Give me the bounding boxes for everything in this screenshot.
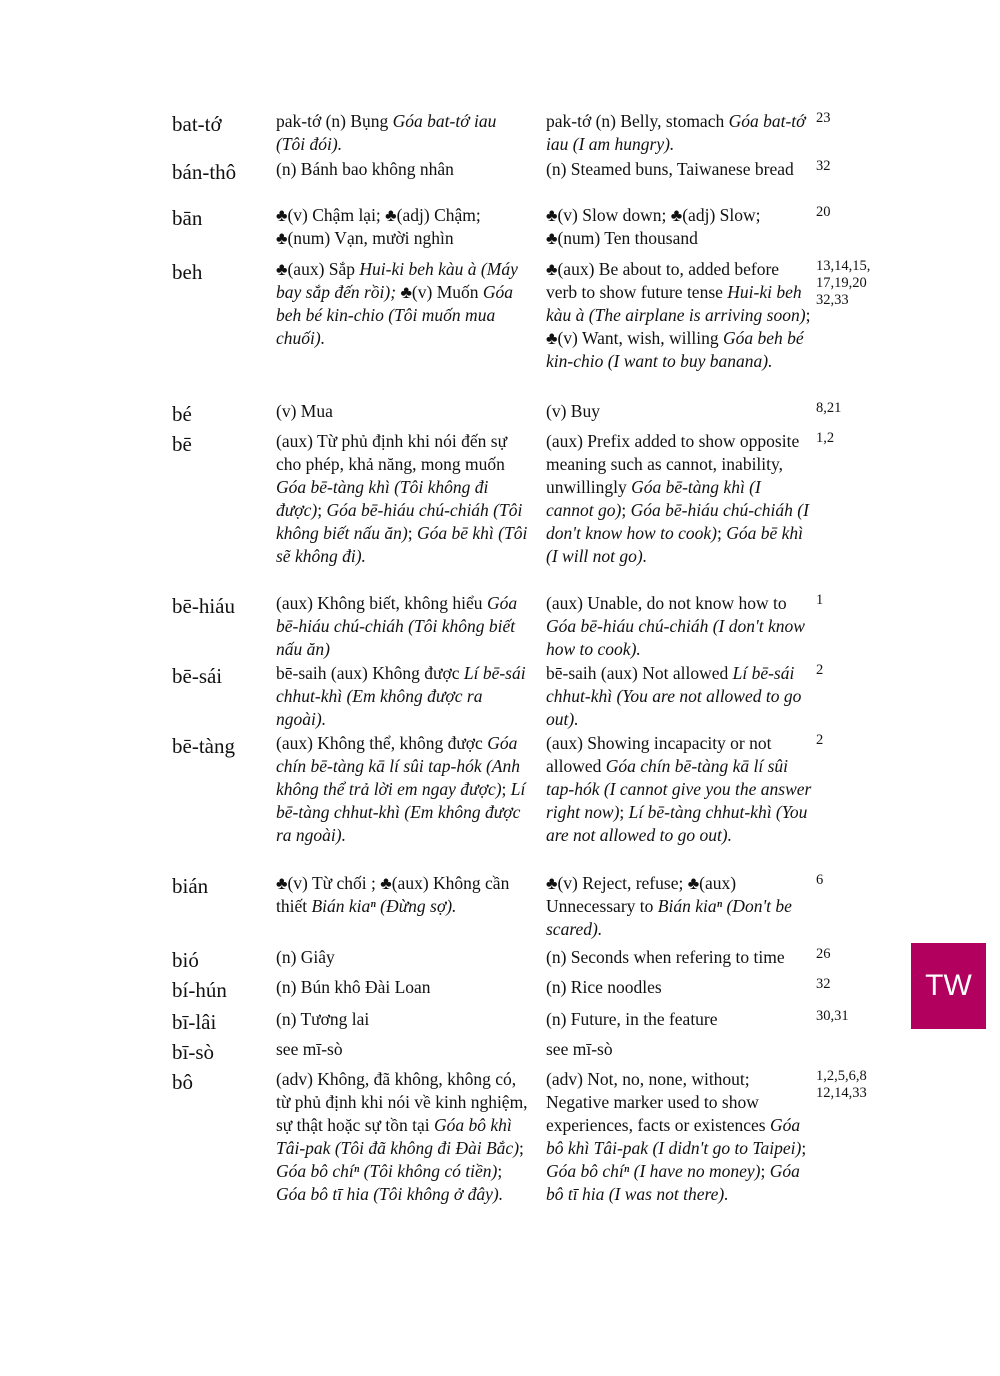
example-text: Góa bē-hiáu chú-chiáh (Tôi không biết nấu ăn) (276, 593, 518, 659)
headword: bió (172, 948, 199, 972)
headword: bān (172, 206, 203, 230)
english-definition (546, 430, 812, 568)
headword: beh (172, 260, 203, 284)
headword: bô (172, 1070, 193, 1094)
lesson-numbers (816, 258, 892, 309)
definition-text: (adv) Không, đã không, không có, từ phủ định khi nói về kinh nghiệm, sự thật hoặc sự tồn tại (276, 1069, 528, 1135)
example-text: Lí bē-tàng chhut-khì (You are not allowed to go out). (546, 802, 808, 845)
definition-text: bē-saih (aux) Not allowed (546, 663, 733, 683)
lesson-number: 26 (816, 946, 831, 962)
vietnamese-definition (276, 1008, 528, 1031)
example-text: Góa bē-hiáu chú-chiáh (Tôi không biết nấu ăn) (276, 500, 523, 543)
lesson-number: 13,14,15, (816, 258, 871, 274)
lesson-numbers (816, 430, 892, 447)
lesson-number: 6 (816, 872, 824, 888)
lesson-numbers (816, 1068, 892, 1102)
lesson-number: 32 (816, 158, 831, 174)
definition-text: ♣(v) Từ chối ; ♣(aux) Không cần thiết (276, 873, 510, 916)
lesson-number: 8,21 (816, 400, 842, 416)
definition-text: (adv) Not, no, none, without; Negative marker used to show experiences, facts or existences (546, 1069, 770, 1135)
lesson-number: 30,31 (816, 1008, 849, 1024)
lesson-numbers (816, 976, 892, 993)
english-definition (546, 976, 812, 999)
lesson-numbers (816, 400, 892, 417)
definition-text: (aux) Từ phủ định khi nói đến sự cho phép, khả năng, mong muốn (276, 431, 508, 474)
example-text: Góa bat-tớ iau (Tôi đói). (276, 111, 497, 154)
example-text: Góa bē-hiáu chú-chiáh (I don't know how to cook) (546, 500, 809, 543)
english-definition (546, 872, 812, 941)
lesson-number: 2 (816, 732, 824, 748)
example-text: Góa bē-hiáu chú-chiáh (I don't know how to cook). (546, 616, 805, 659)
definition-text: (n) Rice noodles (546, 977, 662, 997)
headword: bī-lâi (172, 1010, 217, 1034)
example-text: Góa chín bē-tàng kā lí sûi tap-hók (Anh không thể trả lời em ngay được) (276, 733, 520, 799)
english-definition (546, 732, 812, 847)
lesson-numbers (816, 662, 892, 679)
english-definition (546, 258, 812, 373)
english-definition (546, 1038, 812, 1061)
example-text: Góa bô chíⁿ (Tôi không có tiền) (276, 1161, 498, 1181)
definition-text: ♣(aux) Sắp (276, 259, 360, 279)
example-text: Góa beh bé kin-chio (I want to buy banana). (546, 328, 804, 371)
english-definition (546, 204, 812, 250)
definition-text: see mī-sò (546, 1039, 613, 1059)
example-text: Góa bē khì (Tôi sẽ không đi). (276, 523, 528, 566)
lesson-number: 32,33 (816, 292, 849, 308)
english-definition (546, 110, 812, 156)
example-text: Lí bē-tàng chhut-khì (Em không được ra ngoài). (276, 779, 526, 845)
vietnamese-definition (276, 400, 528, 423)
english-definition (546, 1068, 812, 1206)
definition-text: pak-tớ (n) Belly, stomach (546, 111, 729, 131)
example-text: Góa beh bé kin-chio (Tôi muốn mua chuối). (276, 282, 514, 348)
english-definition (546, 400, 812, 423)
definition-text: (n) Bánh bao không nhân (276, 159, 454, 179)
english-definition (546, 592, 812, 661)
lesson-numbers (816, 1008, 892, 1025)
definition-text: (aux) Không biết, không hiểu (276, 593, 487, 613)
headword: bián (172, 874, 209, 898)
headword: bé (172, 402, 192, 426)
example-text: Góa bē-tàng khì (Tôi không đi được) (276, 477, 489, 520)
definition-text: (n) Steamed buns, Taiwanese bread (546, 159, 794, 179)
definition-text: (aux) Unable, do not know how to (546, 593, 787, 613)
lesson-numbers (816, 872, 892, 889)
example-text: Góa bô tī hia (Tôi không ở đây). (276, 1184, 504, 1204)
example-text: Hui-ki beh kàu à (Máy bay sắp đến rồi); (276, 259, 518, 302)
definition-text: (n) Seconds when refering to time (546, 947, 785, 967)
definition-text: (v) Buy (546, 401, 600, 421)
section-tab-tw: TW (911, 943, 986, 1029)
definition-text: ; (317, 500, 327, 520)
vietnamese-definition (276, 976, 528, 999)
definition-text: ; (619, 802, 629, 822)
vietnamese-definition (276, 872, 528, 918)
lesson-number: 2 (816, 662, 824, 678)
definition-text: (aux) Prefix added to show opposite meaning such as cannot, inability, unwillingly (546, 431, 800, 497)
vietnamese-definition (276, 1038, 528, 1061)
definition-text: ; (760, 1161, 770, 1181)
example-text: Góa bat-tớ iau (I am hungry). (546, 111, 806, 154)
example-text: Góa bē-tàng khì (I cannot go) (546, 477, 761, 520)
definition-text: ♣(aux) Be about to, added before verb to show future tense (546, 259, 780, 302)
lesson-numbers (816, 158, 892, 175)
headword: bē (172, 432, 192, 456)
english-definition (546, 662, 812, 731)
example-text: Góa chín bē-tàng kā lí sûi tap-hók (I cannot give you the answer right now) (546, 756, 812, 822)
definition-text: ♣(v) Reject, refuse; ♣(aux) Unnecessary to (546, 873, 737, 916)
lesson-numbers (816, 110, 892, 127)
example-text: Góa bô chíⁿ (I have no money) (546, 1161, 761, 1181)
lesson-number: 20 (816, 204, 831, 220)
vietnamese-definition (276, 110, 528, 156)
example-text: Góa bē khì (I will not go). (546, 523, 803, 566)
example-text: Hui-ki beh kàu à (The airplane is arriving soon) (546, 282, 806, 325)
definition-text: see mī-sò (276, 1039, 343, 1059)
definition-text: ; (497, 1161, 503, 1181)
definition-text: ; (801, 1138, 807, 1158)
definition-text: ♣(v) Muốn (400, 282, 483, 302)
lesson-numbers (816, 946, 892, 963)
definition-text: pak-tớ (n) Bụng (276, 111, 393, 131)
definition-text: (n) Bún khô Đài Loan (276, 977, 431, 997)
definition-text: ; (501, 779, 511, 799)
example-text: Lí bē-sái chhut-khì (Em không được ra ngoài). (276, 663, 526, 729)
vietnamese-definition (276, 430, 528, 568)
english-definition (546, 1008, 812, 1031)
definition-text: (n) Future, in the feature (546, 1009, 718, 1029)
definition-text: ; (407, 523, 417, 543)
headword: bē-hiáu (172, 594, 235, 618)
vietnamese-definition (276, 158, 528, 181)
definition-text: (n) Giây (276, 947, 335, 967)
lesson-numbers (816, 592, 892, 609)
lesson-numbers (816, 732, 892, 749)
definition-text: (v) Mua (276, 401, 333, 421)
lesson-number: 32 (816, 976, 831, 992)
headword: bī-sò (172, 1040, 214, 1064)
example-text: Góa bô tī hia (I was not there). (546, 1161, 800, 1204)
lesson-number: 17,19,20 (816, 275, 867, 291)
lesson-numbers (816, 204, 892, 221)
example-text: Góa bô khì Tâi-pak (I didn't go to Taipei) (546, 1115, 802, 1158)
definition-text: (aux) Showing incapacity or not allowed (546, 733, 772, 776)
definition-text: ; (716, 523, 727, 543)
english-definition (546, 158, 812, 181)
definition-text: ♣(v) Chậm lại; ♣(adj) Chậm; ♣(num) Vạn, mười nghìn (276, 205, 481, 248)
definition-text: ; (621, 500, 631, 520)
definition-text: (n) Tương lai (276, 1009, 370, 1029)
vietnamese-definition (276, 204, 528, 250)
definition-text: ♣(v) Slow down; ♣(adj) Slow; ♣(num) Ten thousand (546, 205, 761, 248)
definition-text: ; ♣(v) Want, wish, willing (546, 305, 811, 348)
lesson-number: 1,2 (816, 430, 835, 446)
lesson-number: 1 (816, 592, 824, 608)
headword: bí-hún (172, 978, 227, 1002)
english-definition (546, 946, 812, 969)
vietnamese-definition (276, 946, 528, 969)
lesson-number: 1,2,5,6,8 (816, 1068, 867, 1084)
example-text: Lí bē-sái chhut-khì (You are not allowed to go out). (546, 663, 802, 729)
lesson-number: 12,14,33 (816, 1085, 867, 1101)
vietnamese-definition (276, 592, 528, 661)
headword: bat-tớ (172, 112, 222, 136)
definition-text: bē-saih (aux) Không được (276, 663, 464, 683)
vietnamese-definition (276, 1068, 528, 1206)
definition-text: (aux) Không thể, không được (276, 733, 488, 753)
example-text: Góa bô khì Tâi-pak (Tôi đã không đi Đài Bắc) (276, 1115, 520, 1158)
example-text: Bián kiaⁿ (Đừng sợ). (311, 896, 457, 916)
lesson-number: 23 (816, 110, 831, 126)
example-text: Bián kiaⁿ (Don't be scared). (546, 896, 792, 939)
vietnamese-definition (276, 732, 528, 847)
headword: bē-tàng (172, 734, 235, 758)
definition-text: ; (519, 1138, 524, 1158)
vietnamese-definition (276, 258, 528, 350)
headword: bē-sái (172, 664, 223, 688)
headword: bán-thô (172, 160, 237, 184)
vietnamese-definition (276, 662, 528, 731)
